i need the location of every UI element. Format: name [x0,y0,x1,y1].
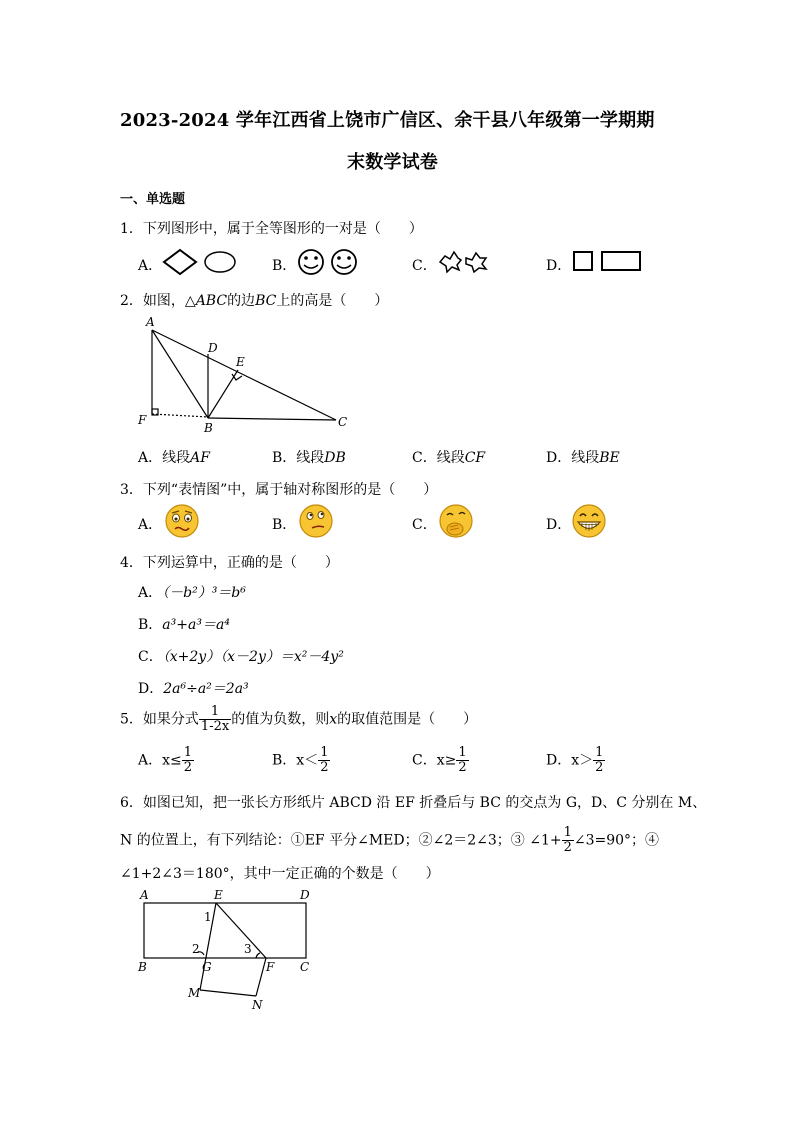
angle-label-1: 1 [204,910,212,924]
question-2-stem: 2．如图，△ABC的边BC上的高是（ ） [120,293,389,309]
q2-option-c: C．线段CF [412,450,486,466]
fraction: $\frac{1}{1-2x}$ [200,704,230,734]
question-6-line1: 6．如图已知，把一张长方形纸片 ABCD 沿 EF 折叠后与 BC 的交点为 G，D、C 分别在 M、 [120,795,707,811]
square-shape [574,252,592,270]
face-with-hand-icon [438,503,474,539]
q4-option-a: A．（－b²）³＝b⁶ [138,585,246,601]
thinking-face-icon [298,503,334,539]
label-a: A [146,315,155,329]
grinning-face-icon [571,503,607,539]
label-m: M [188,986,201,1000]
page-title-line1: 2023-2024 学年江西省上饶市广信区、余干县八年级第一学期期 [120,110,655,131]
star-blob-shape [440,252,461,272]
q4-option-c: C．（x+2y）（x－2y）＝x²－4y² [138,649,344,665]
q5-option-a: A．x≤ $\frac{1}{2}$ [138,745,193,775]
q1-option-c-label: C． [412,258,437,274]
question-3-stem: 3．下列“表情图”中，属于轴对称图形的是（ ） [120,482,438,498]
fold-line-ef [216,903,266,958]
page-title-line2: 末数学试卷 [347,152,438,173]
q2-option-b: B．线段DB [272,450,346,466]
label-e: E [214,888,223,902]
label-d: D [208,341,218,355]
section-heading: 一、单选题 [120,192,186,207]
label-f: F [266,960,275,974]
angle-label-3: 3 [244,942,252,956]
q5-option-c: C．x≥ $\frac{1}{2}$ [412,745,467,775]
q3-option-d-label: D． [546,517,572,533]
ellipse-shape [205,252,235,272]
q1-option-b-label: B． [272,258,297,274]
label-n: N [252,998,263,1012]
q3-option-c-label: C． [412,517,437,533]
star-blob-shape [466,253,486,272]
q1-option-d-figure [572,248,644,278]
question-4-stem: 4．下列运算中，正确的是（ ） [120,555,339,571]
rectangle-abcd [144,903,306,958]
q1-option-b-figure [296,248,366,278]
q2-triangle-figure [132,310,362,438]
q4-option-b: B．a³+a³＝a⁴ [138,617,230,633]
right-angle-mark [232,374,242,380]
q1-option-a-label: A． [138,258,163,274]
question-5-stem: 5．如果分式 $\frac{1}{1-2x}$ 的值为负数，则x的取值范围是（ ） [120,704,478,734]
label-b: B [204,421,213,435]
q6-fold-figure [132,885,332,1015]
label-c: C [300,960,310,974]
label-b: B [138,960,147,974]
rectangle-shape [602,252,640,270]
dotted-extension [152,414,208,417]
label-a: A [140,888,149,902]
folded-edge-nf [256,958,266,996]
q1-option-a-figure [162,248,242,278]
label-g: G [202,960,212,974]
q5-option-b: B．x＜ $\frac{1}{2}$ [272,745,329,775]
question-6-line2: N 的位置上，有下列结论：①EF 平分∠MED；②∠2＝2∠3；③ ∠1+ $\frac{1}{2}$ ∠3=90°；④ [120,825,660,855]
q2-option-a: A．线段AF [138,450,210,466]
label-d: D [300,888,310,902]
diamond-shape [164,250,196,274]
q4-option-d: D．2a⁶÷a²＝2a³ [138,681,249,697]
question-1-stem: 1．下列图形中，属于全等图形的一对是（ ） [120,221,423,237]
label-c: C [338,415,348,429]
worried-face-icon [164,503,200,539]
q2-option-d: D．线段BE [546,450,620,466]
label-e: E [236,355,245,369]
folded-edge-mn [200,990,256,996]
smiley-face-icon [299,250,323,274]
q1-option-d-label: D． [546,258,572,274]
q1-option-c-figure [436,248,496,278]
angle-label-2: 2 [192,942,200,956]
q3-option-a-label: A． [138,517,163,533]
q5-option-d: D．x＞ $\frac{1}{2}$ [546,745,604,775]
angle-mark-3 [256,953,260,958]
question-6-line3: ∠1+2∠3＝180°，其中一定正确的个数是（ ） [120,866,440,882]
q3-option-b-label: B． [272,517,297,533]
label-f: F [138,413,147,427]
smiley-face-icon [332,250,356,274]
